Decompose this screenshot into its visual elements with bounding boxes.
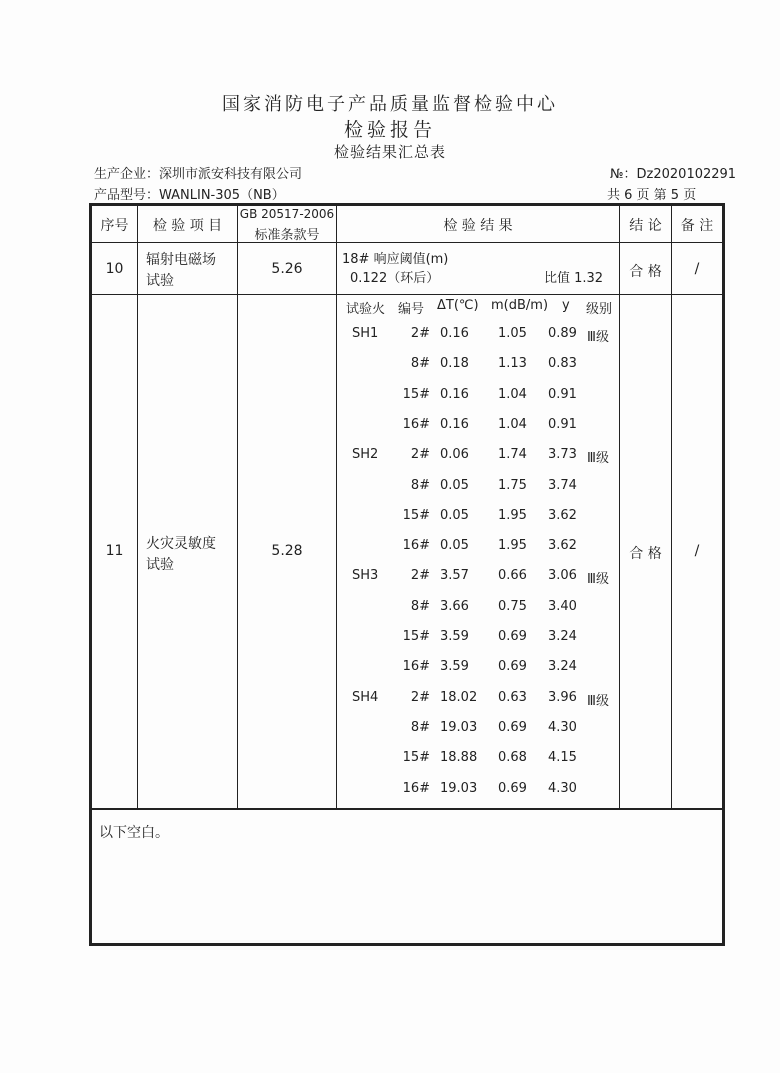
col-divider: [137, 203, 138, 809]
row10-item-line2: 试验: [146, 273, 174, 289]
delta-t-value: 18.88: [440, 750, 478, 766]
y-value: 3.96: [548, 689, 577, 705]
subcol-number: 编号: [398, 302, 425, 317]
delta-t-value: 3.57: [440, 568, 469, 584]
m-value: 1.04: [498, 386, 527, 402]
y-value: 3.74: [548, 477, 577, 493]
grade-value: Ⅲ级: [587, 693, 609, 709]
fire-id: SH2: [352, 447, 379, 463]
header-remark: 备 注: [680, 218, 714, 234]
m-value: 0.69: [498, 629, 527, 644]
detector-number: 16#: [402, 538, 430, 554]
m-value: 1.95: [498, 507, 527, 523]
m-value: 0.75: [498, 598, 527, 614]
delta-t-value: 0.16: [440, 416, 469, 432]
m-value: 0.68: [498, 750, 527, 766]
y-value: 3.24: [548, 629, 577, 644]
header-clause-standard: GB 20517-2006: [239, 207, 335, 221]
y-value: 3.06: [548, 568, 577, 584]
y-value: 0.89: [548, 326, 577, 341]
detector-number: 16#: [402, 659, 430, 675]
y-value: 3.73: [548, 447, 577, 463]
detector-number: 16#: [402, 780, 430, 796]
fire-id: SH1: [352, 326, 379, 341]
header-item: 检 验 项 目: [152, 218, 223, 234]
y-value: 0.91: [548, 386, 577, 402]
y-value: 4.30: [548, 719, 577, 735]
header-clause: 标准条款号: [254, 228, 320, 243]
detector-number: 2#: [410, 689, 430, 705]
detector-number: 15#: [402, 507, 430, 523]
page-count: 共 6 页 第 5 页: [607, 188, 697, 203]
row10-seq: 10: [105, 261, 124, 277]
subcol-fire: 试验火: [346, 302, 386, 317]
delta-t-value: 3.66: [440, 598, 469, 614]
table-bottom-border: [89, 943, 725, 946]
detector-number: 8#: [410, 477, 430, 493]
col-divider: [336, 203, 337, 809]
table-right-border: [722, 203, 725, 946]
detector-number: 2#: [410, 447, 430, 463]
m-value: 0.69: [498, 659, 527, 675]
row10-conclusion: 合 格: [629, 264, 662, 280]
col-divider: [237, 203, 238, 809]
detector-number: 8#: [410, 719, 430, 735]
row11-remark: /: [694, 543, 700, 559]
row-divider: [89, 808, 725, 810]
subcol-delta-t: ΔT(℃): [437, 298, 479, 313]
m-value: 1.74: [498, 447, 527, 463]
m-value: 1.95: [498, 538, 527, 554]
m-value: 1.75: [498, 477, 527, 493]
org-title: 国家消防电子产品质量监督检验中心: [222, 94, 558, 115]
row10-item-line1: 辐射电磁场: [146, 252, 216, 268]
product-model: 产品型号：WANLIN-305（NB）: [94, 188, 285, 203]
row10-ratio: 比值 1.32: [544, 271, 604, 286]
delta-t-value: 19.03: [440, 719, 478, 735]
row11-item-line1: 火灾灵敏度: [146, 536, 216, 552]
detector-number: 2#: [410, 326, 430, 341]
m-value: 1.05: [498, 326, 527, 341]
report-title: 检验报告: [343, 119, 436, 141]
subcol-m: m(dB/m): [491, 298, 549, 313]
fire-id: SH3: [352, 568, 379, 584]
row11-item-line2: 试验: [146, 557, 174, 573]
delta-t-value: 0.16: [440, 326, 469, 341]
row10-clause: 5.26: [271, 261, 303, 277]
delta-t-value: 0.05: [440, 538, 469, 554]
col-divider: [619, 203, 620, 809]
table-left-border: [89, 203, 92, 946]
row11-conclusion: 合 格: [629, 546, 662, 562]
grade-value: Ⅲ级: [587, 451, 609, 467]
header-conclusion: 结 论: [629, 218, 662, 234]
delta-t-value: 19.03: [440, 780, 478, 796]
delta-t-value: 0.06: [440, 447, 469, 463]
m-value: 0.66: [498, 568, 527, 584]
y-value: 0.83: [548, 356, 577, 372]
blank-below-note: 以下空白。: [99, 825, 169, 841]
fire-id: SH4: [352, 689, 379, 705]
y-value: 3.62: [548, 538, 577, 554]
grade-value: Ⅲ级: [587, 572, 609, 588]
y-value: 3.62: [548, 507, 577, 523]
delta-t-value: 0.18: [440, 356, 469, 372]
y-value: 0.91: [548, 416, 577, 432]
header-seq: 序号: [100, 218, 129, 234]
col-divider: [671, 203, 672, 809]
manufacturer: 生产企业：深圳市派安科技有限公司: [94, 167, 303, 182]
delta-t-value: 3.59: [440, 629, 469, 644]
m-value: 1.04: [498, 416, 527, 432]
m-value: 0.69: [498, 780, 527, 796]
detector-number: 15#: [402, 750, 430, 766]
detector-number: 16#: [402, 416, 430, 432]
y-value: 4.15: [548, 750, 577, 766]
row10-result-label: 18# 响应阈值(m): [342, 252, 449, 267]
row-divider: [89, 242, 725, 243]
m-value: 0.69: [498, 719, 527, 735]
y-value: 4.30: [548, 780, 577, 796]
subcol-grade: 级别: [586, 302, 613, 317]
delta-t-value: 0.05: [440, 477, 469, 493]
header-result: 检 验 结 果: [443, 218, 513, 234]
row-divider: [89, 294, 725, 295]
row11-clause: 5.28: [271, 543, 303, 559]
y-value: 3.24: [548, 659, 577, 675]
subcol-y: y: [562, 298, 570, 313]
row10-remark: /: [694, 261, 700, 277]
m-value: 0.63: [498, 689, 527, 705]
table-top-border: [89, 203, 725, 206]
detector-number: 15#: [402, 386, 430, 402]
row10-result-value: 0.122（环后）: [350, 271, 440, 286]
summary-title: 检验结果汇总表: [333, 143, 446, 161]
delta-t-value: 0.05: [440, 507, 469, 523]
delta-t-value: 18.02: [440, 689, 478, 705]
detector-number: 2#: [410, 568, 430, 584]
report-number: №：Dz2020102291: [610, 167, 737, 182]
row11-seq: 11: [105, 543, 124, 559]
detector-number: 8#: [410, 598, 430, 614]
grade-value: Ⅲ级: [587, 330, 609, 345]
delta-t-value: 3.59: [440, 659, 469, 675]
detector-number: 8#: [410, 356, 430, 372]
detector-number: 15#: [402, 629, 430, 644]
m-value: 1.13: [498, 356, 527, 372]
delta-t-value: 0.16: [440, 386, 469, 402]
y-value: 3.40: [548, 598, 577, 614]
